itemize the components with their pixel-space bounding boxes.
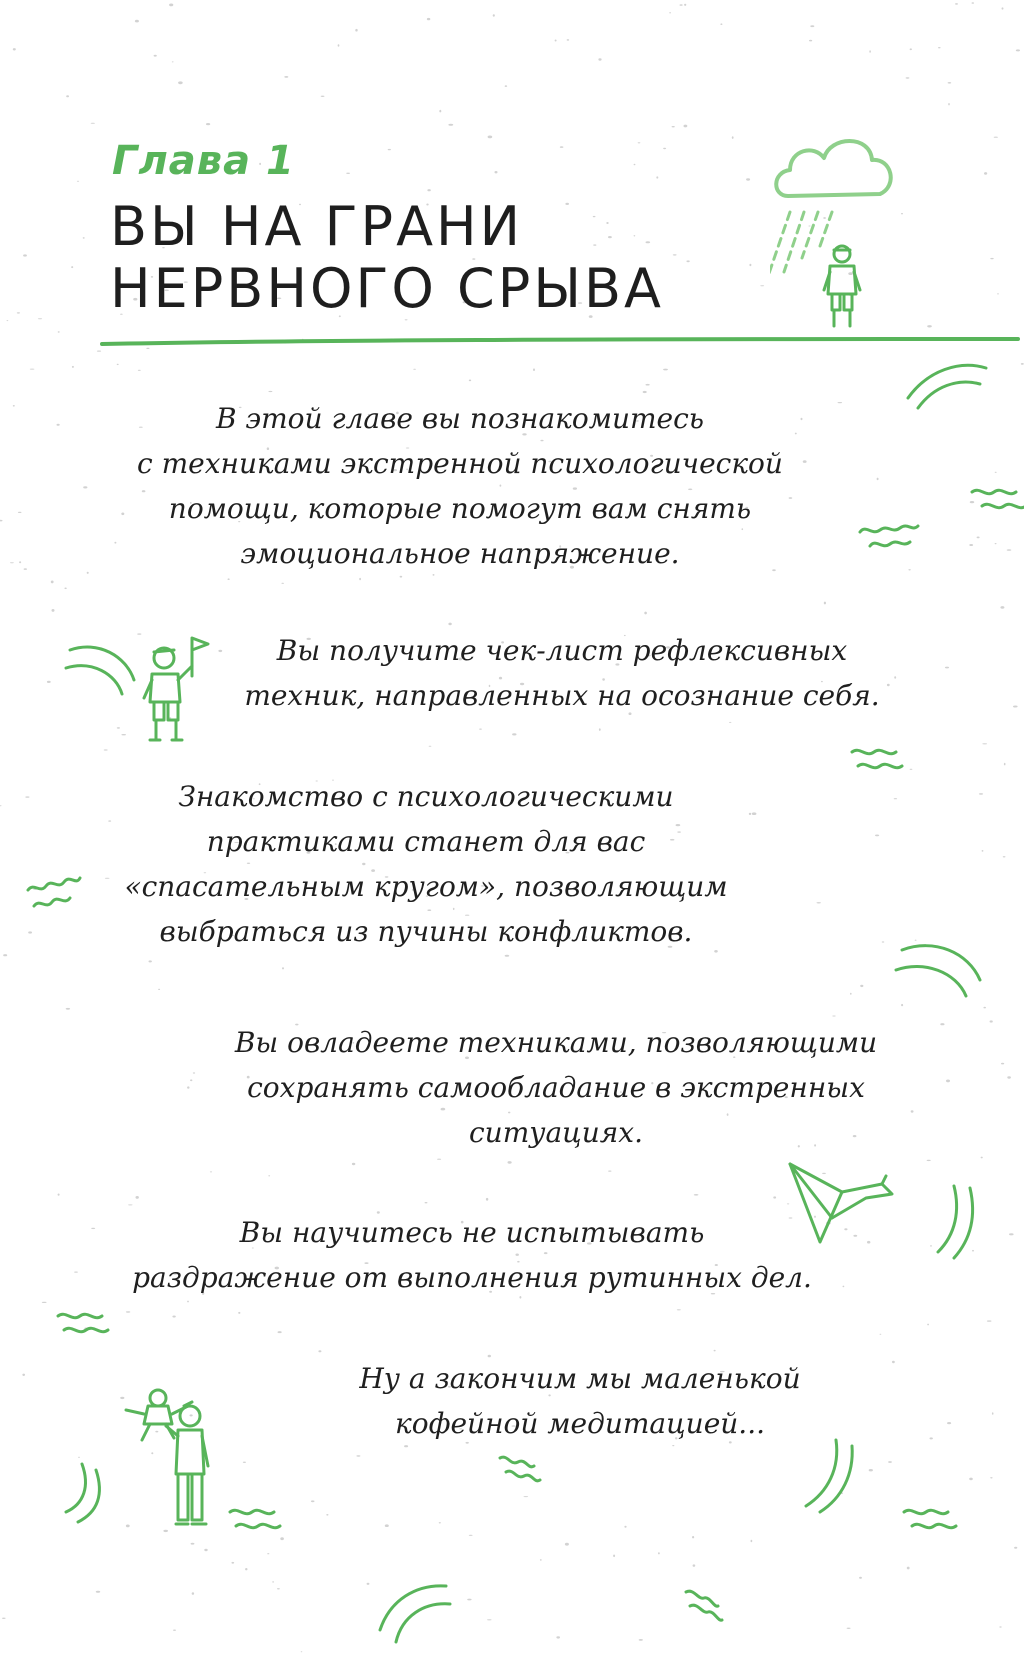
paragraph-line: сохранять самообладание в экстренных bbox=[247, 1071, 865, 1104]
paragraph-line: эмоциональное напряжение. bbox=[240, 537, 680, 570]
chapter-label: Глава 1 bbox=[112, 138, 295, 184]
chapter-title-line-2: НЕРВНОГО СРЫВА bbox=[110, 257, 664, 320]
paragraph-line: Ну а закончим мы маленькой bbox=[359, 1362, 801, 1395]
meditation-paragraph bbox=[330, 1356, 830, 1446]
chapter-title-line-1: ВЫ НА ГРАНИ bbox=[110, 195, 524, 258]
paragraph-line: практиками станет для вас bbox=[206, 825, 646, 858]
paragraph-line: Вы овладеете техниками, позволяющими bbox=[234, 1026, 878, 1059]
paragraph-line: раздражение от выполнения рутинных дел. bbox=[132, 1261, 812, 1294]
paragraph-line: «спасательным кругом», позволяющим bbox=[124, 870, 728, 903]
paragraph-line: Вы научитесь не испытывать bbox=[239, 1216, 705, 1249]
practices-paragraph bbox=[96, 774, 756, 954]
intro-paragraph bbox=[110, 396, 810, 576]
paragraph-line: помощи, которые помогут вам снять bbox=[168, 492, 752, 525]
paragraph-line: В этой главе вы познакомитесь bbox=[215, 402, 705, 435]
checklist-paragraph bbox=[222, 628, 902, 718]
paragraph-line: выбраться из пучины конфликтов. bbox=[159, 915, 693, 948]
paragraph-line: с техниками экстренной психологической bbox=[137, 447, 783, 480]
paragraph-line: кофейной медитацией... bbox=[394, 1407, 765, 1440]
composure-paragraph bbox=[206, 1020, 906, 1155]
paragraph-line: Знакомство с психологическими bbox=[178, 780, 674, 813]
routine-paragraph bbox=[112, 1210, 832, 1300]
paragraph-line: ситуациях. bbox=[468, 1116, 643, 1149]
paragraph-line: Вы получите чек-лист рефлексивных bbox=[276, 634, 848, 667]
paragraph-line: техник, направленных на осознание себя. bbox=[244, 679, 880, 712]
